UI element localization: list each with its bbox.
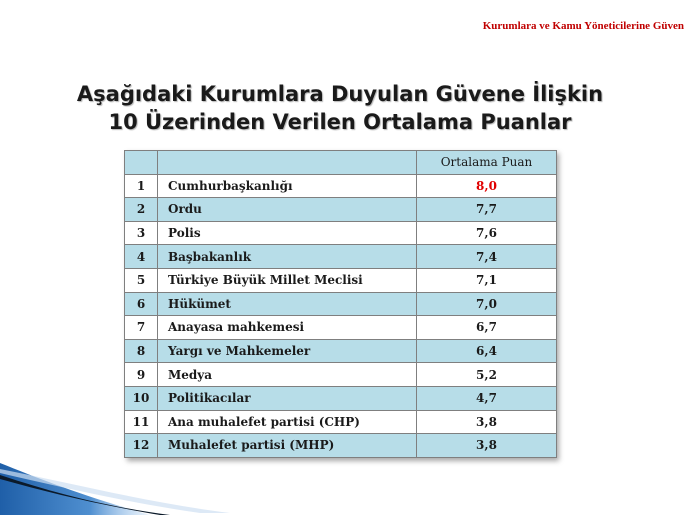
average-score: 3,8: [417, 434, 557, 458]
table-row: [125, 339, 557, 363]
institution-name: Polis: [158, 221, 417, 245]
institution-name: Cumhurbaşkanlığı: [158, 174, 417, 198]
row-number: 12: [125, 434, 158, 458]
title-line-1: Aşağıdaki Kurumlara Duyulan Güvene İlişkin: [76, 82, 604, 106]
header-cell-num: [125, 151, 158, 175]
institution-name: Politikacılar: [158, 386, 417, 410]
row-number: 6: [125, 292, 158, 316]
table-row: [125, 363, 557, 387]
institution-name: Hükümet: [158, 292, 417, 316]
average-score: 7,0: [417, 292, 557, 316]
average-score: 3,8: [417, 410, 557, 434]
table-row: [125, 245, 557, 269]
header-cell-score: Ortalama Puan: [417, 151, 557, 175]
row-number: 3: [125, 221, 158, 245]
row-number: 10: [125, 386, 158, 410]
institution-name: Ana muhalefet partisi (CHP): [158, 410, 417, 434]
average-score: 6,7: [417, 316, 557, 340]
table-row: [125, 316, 557, 340]
scores-table: [124, 150, 557, 458]
row-number: 1: [125, 174, 158, 198]
header-note: Kurumlara ve Kamu Yöneticilerine Güven: [482, 20, 684, 32]
institution-name: Medya: [158, 363, 417, 387]
table-row: [125, 434, 557, 458]
row-number: 4: [125, 245, 158, 269]
row-number: 8: [125, 339, 158, 363]
row-number: 7: [125, 316, 158, 340]
scores-table-container: [124, 150, 556, 458]
average-score: 7,6: [417, 221, 557, 245]
row-number: 5: [125, 268, 158, 292]
row-number: 2: [125, 198, 158, 222]
average-score: 7,4: [417, 245, 557, 269]
table-row: [125, 174, 557, 198]
average-score: 6,4: [417, 339, 557, 363]
table-row: [125, 410, 557, 434]
institution-name: Yargı ve Mahkemeler: [158, 339, 417, 363]
table-row: [125, 386, 557, 410]
row-number: 9: [125, 363, 158, 387]
institution-name: Anayasa mahkemesi: [158, 316, 417, 340]
decorative-swoosh: [0, 455, 700, 515]
table-row: [125, 292, 557, 316]
average-score: 8,0: [417, 174, 557, 198]
average-score: 4,7: [417, 386, 557, 410]
row-number: 11: [125, 410, 158, 434]
table-header-row: [125, 151, 557, 175]
title-line-2: 10 Üzerinden Verilen Ortalama Puanlar: [108, 110, 572, 134]
page-title: [0, 80, 680, 136]
institution-name: Ordu: [158, 198, 417, 222]
institution-name: Türkiye Büyük Millet Meclisi: [158, 268, 417, 292]
average-score: 7,1: [417, 268, 557, 292]
header-cell-name: [158, 151, 417, 175]
average-score: 7,7: [417, 198, 557, 222]
table-row: [125, 198, 557, 222]
table-row: [125, 221, 557, 245]
table-row: [125, 268, 557, 292]
average-score: 5,2: [417, 363, 557, 387]
institution-name: Başbakanlık: [158, 245, 417, 269]
institution-name: Muhalefet partisi (MHP): [158, 434, 417, 458]
